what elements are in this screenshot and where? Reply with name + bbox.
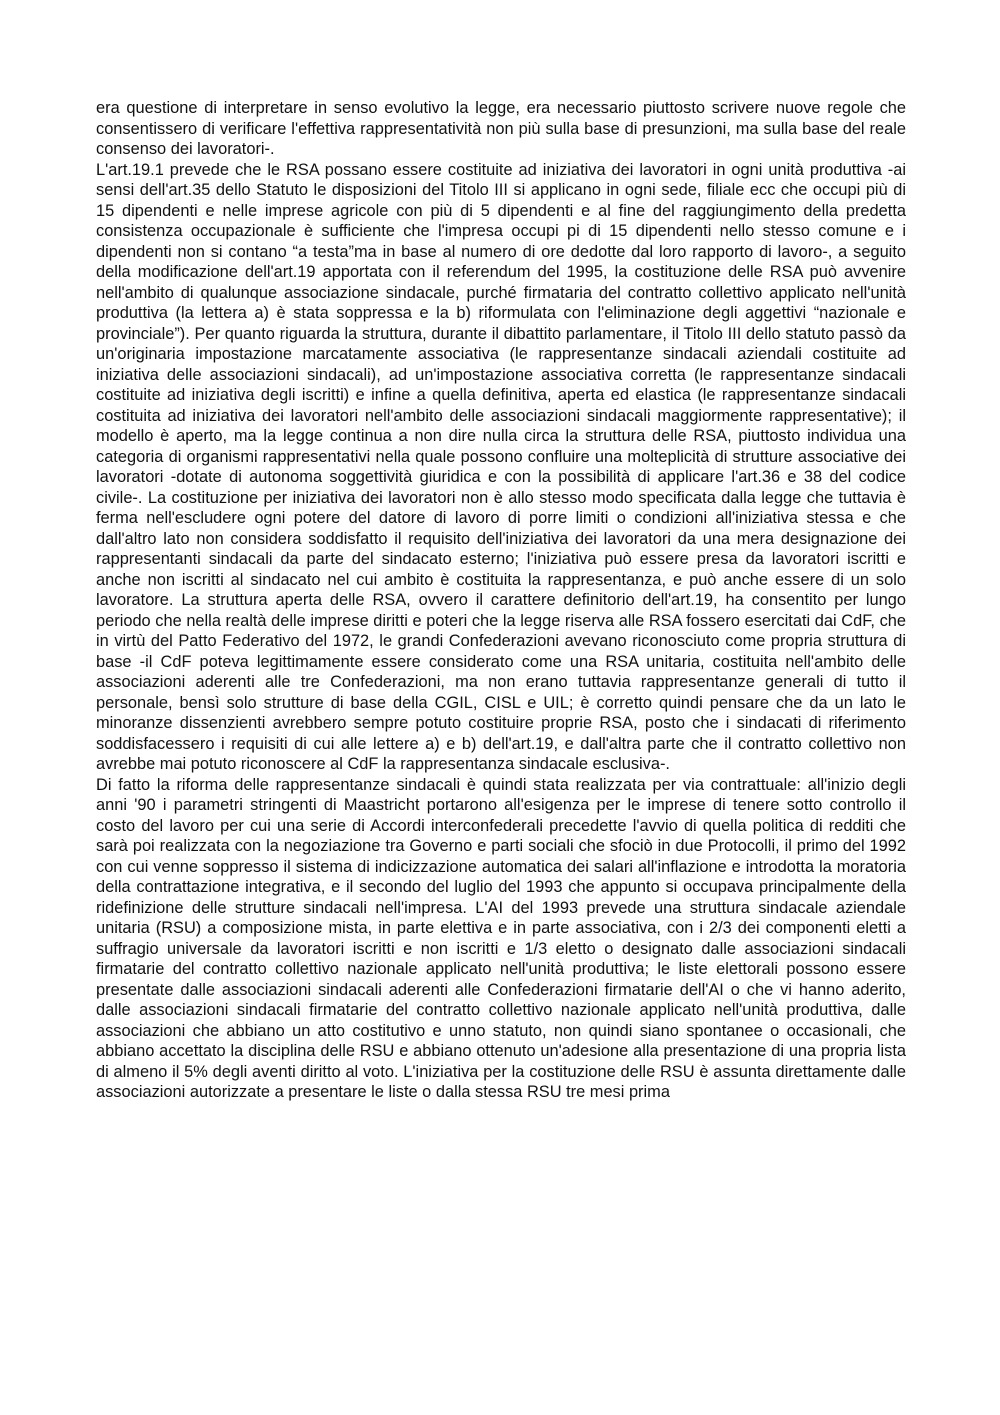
paragraph-2: L'art.19.1 prevede che le RSA possano essere costituite ad iniziativa dei lavoratori in ogni unità produttiva -ai sensi dell'art.35 dello Statuto le disposizioni del Titolo III si applicano in ogni sede, filiale ecc che occupi più di 15 dipendenti e nelle imprese agricole con più di 5 dipendenti e al fine del raggiungimento della predetta consistenza occupazionale è sufficiente che l'impresa occupi pi di 15 dipendenti nello stesso comune e i dipendenti non si contano “a testa”ma in base al numero di ore dedotte dal loro rapporto di lavoro-, a seguito della modificazione dell'art.19 apportata con il referendum del 1995, la costituzione delle RSA può avvenire nell'ambito di qualunque associazione sindacale, purché firmataria del contratto collettivo applicato nell'unità produttiva (la lettera a) è stata soppressa e la b) riformulata con l'eliminazione degli aggettivi “nazionale e provinciale”). Per quanto riguarda la struttura, durante il dibattito parlamentare, il Titolo III dello statuto passò da un'originaria impostazione marcatamente associativa (le rappresentanze sindacali aziendali costituite ad iniziativa delle associazioni sindacali), ad un'impostazione associativa corretta (le rappresentanze sindacali costituite ad iniziativa degli iscritti) e infine a quella definitiva, aperta ed elastica (le rappresentanze sindacali costituita ad iniziativa dei lavoratori nell'ambito delle associazioni sindacali maggiormente rappresentative); il modello è aperto, ma la legge continua a non dire nulla circa la struttura delle RSA, piuttosto individua una categoria di organismi rappresentativi nella quale possono confluire una molteplicità di strutture associative dei lavoratori -dotate di autonoma soggettività giuridica e con la possibilità di applicare l'art.36 e 38 del codice civile-. La costituzione per iniziativa dei lavoratori non è allo stesso modo specificata dalla legge che tuttavia è ferma nell'escludere ogni potere del datore di lavoro di porre limiti o condizioni all'iniziativa stessa e che dall'altro lato non considera soddisfatto il requisito dell'iniziativa dei lavoratori da una mera designazione dei rappresentanti sindacali da parte del sindacato esterno; l'iniziativa può essere presa da lavoratori iscritti e anche non iscritti al sindacato nel cui ambito è costituita la rappresentanza, e può anche essere di un solo lavoratore. La struttura aperta delle RSA, ovvero il carattere definitorio dell'art.19, ha consentito per lungo periodo che nella realtà delle imprese diritti e poteri che la legge riserva alle RSA fossero esercitati dai CdF, che in virtù del Patto Federativo del 1972, le grandi Confederazioni avevano riconosciuto come propria struttura di base -il CdF poteva legittimamente essere considerato come una RSA unitaria, costituita nell'ambito delle associazioni aderenti alle tre Confederazioni, ma non erano tuttavia rappresentanze generali di tutto il personale, bensì solo strutture di base della CGIL, CISL e UIL; è corretto quindi pensare che da un lato le minoranze dissenzienti avrebbero sempre potuto costituire proprie RSA, posto che i sindacati di riferimento soddisfacessero i requisiti di cui alle lettere a) e b) dell'art.19, e dall'altra parte che il contratto collettivo non avrebbe mai potuto riconoscere al CdF la rappresentanza sindacale esclusiva-. <box>96 160 906 773</box>
paragraph-1: era questione di interpretare in senso evolutivo la legge, era necessario piuttosto scrivere nuove regole che consentissero di verificare l'effettiva rappresentatività non più sulla base di presunzioni, ma sulla base del reale consenso dei lavoratori-. <box>96 99 906 158</box>
paragraph-3: Di fatto la riforma delle rappresentanze sindacali è quindi stata realizzata per via contrattuale: all'inizio degli anni '90 i parametri stringenti di Maastricht portarono all'esigenza per le imprese di tenere sotto controllo il costo del lavoro per cui una serie di Accordi interconfederali precedette l'avvio di quella politica di redditi che sarà poi realizzata con la negoziazione tra Governo e parti sociali che sfociò in due Protocolli, il primo del 1992 con cui venne soppresso il sistema di indicizzazione automatica dei salari all'inflazione e introdotta la moratoria della contrattazione integrativa, e il secondo del luglio del 1993 che appunto si occupava principalmente della ridefinizione delle strutture sindacali nell'impresa. L'AI del 1993 prevede una struttura sindacale aziendale unitaria (RSU) a composizione mista, in parte elettiva e in parte associativa, con i 2/3 dei componenti eletti a suffragio universale da lavoratori iscritti e non iscritti e 1/3 eletto o designato dalle associazioni sindacali firmatarie del contratto collettivo nazionale applicato nell'unità produttiva; le liste elettorali possono essere presentate dalle associazioni sindacali aderenti alle Confederazioni firmatarie dell'AI o che vi hanno aderito, dalle associazioni sindacali firmatarie del contratto collettivo nazionale applicato nell'unità produttiva, dalle associazioni che abbiano un atto costitutivo e unno statuto, non quindi siano spontanee o occasionali, che abbiano accettato la disciplina delle RSU e abbiano ottenuto un'adesione alla presentazione di una propria lista di almeno il 5% degli aventi diritto al voto. L'iniziativa per la costituzione delle RSU è assunta direttamente dalle associazioni autorizzate a presentare le liste o dalla stessa RSU tre mesi prima <box>96 775 906 1101</box>
document-page <box>96 98 906 1103</box>
